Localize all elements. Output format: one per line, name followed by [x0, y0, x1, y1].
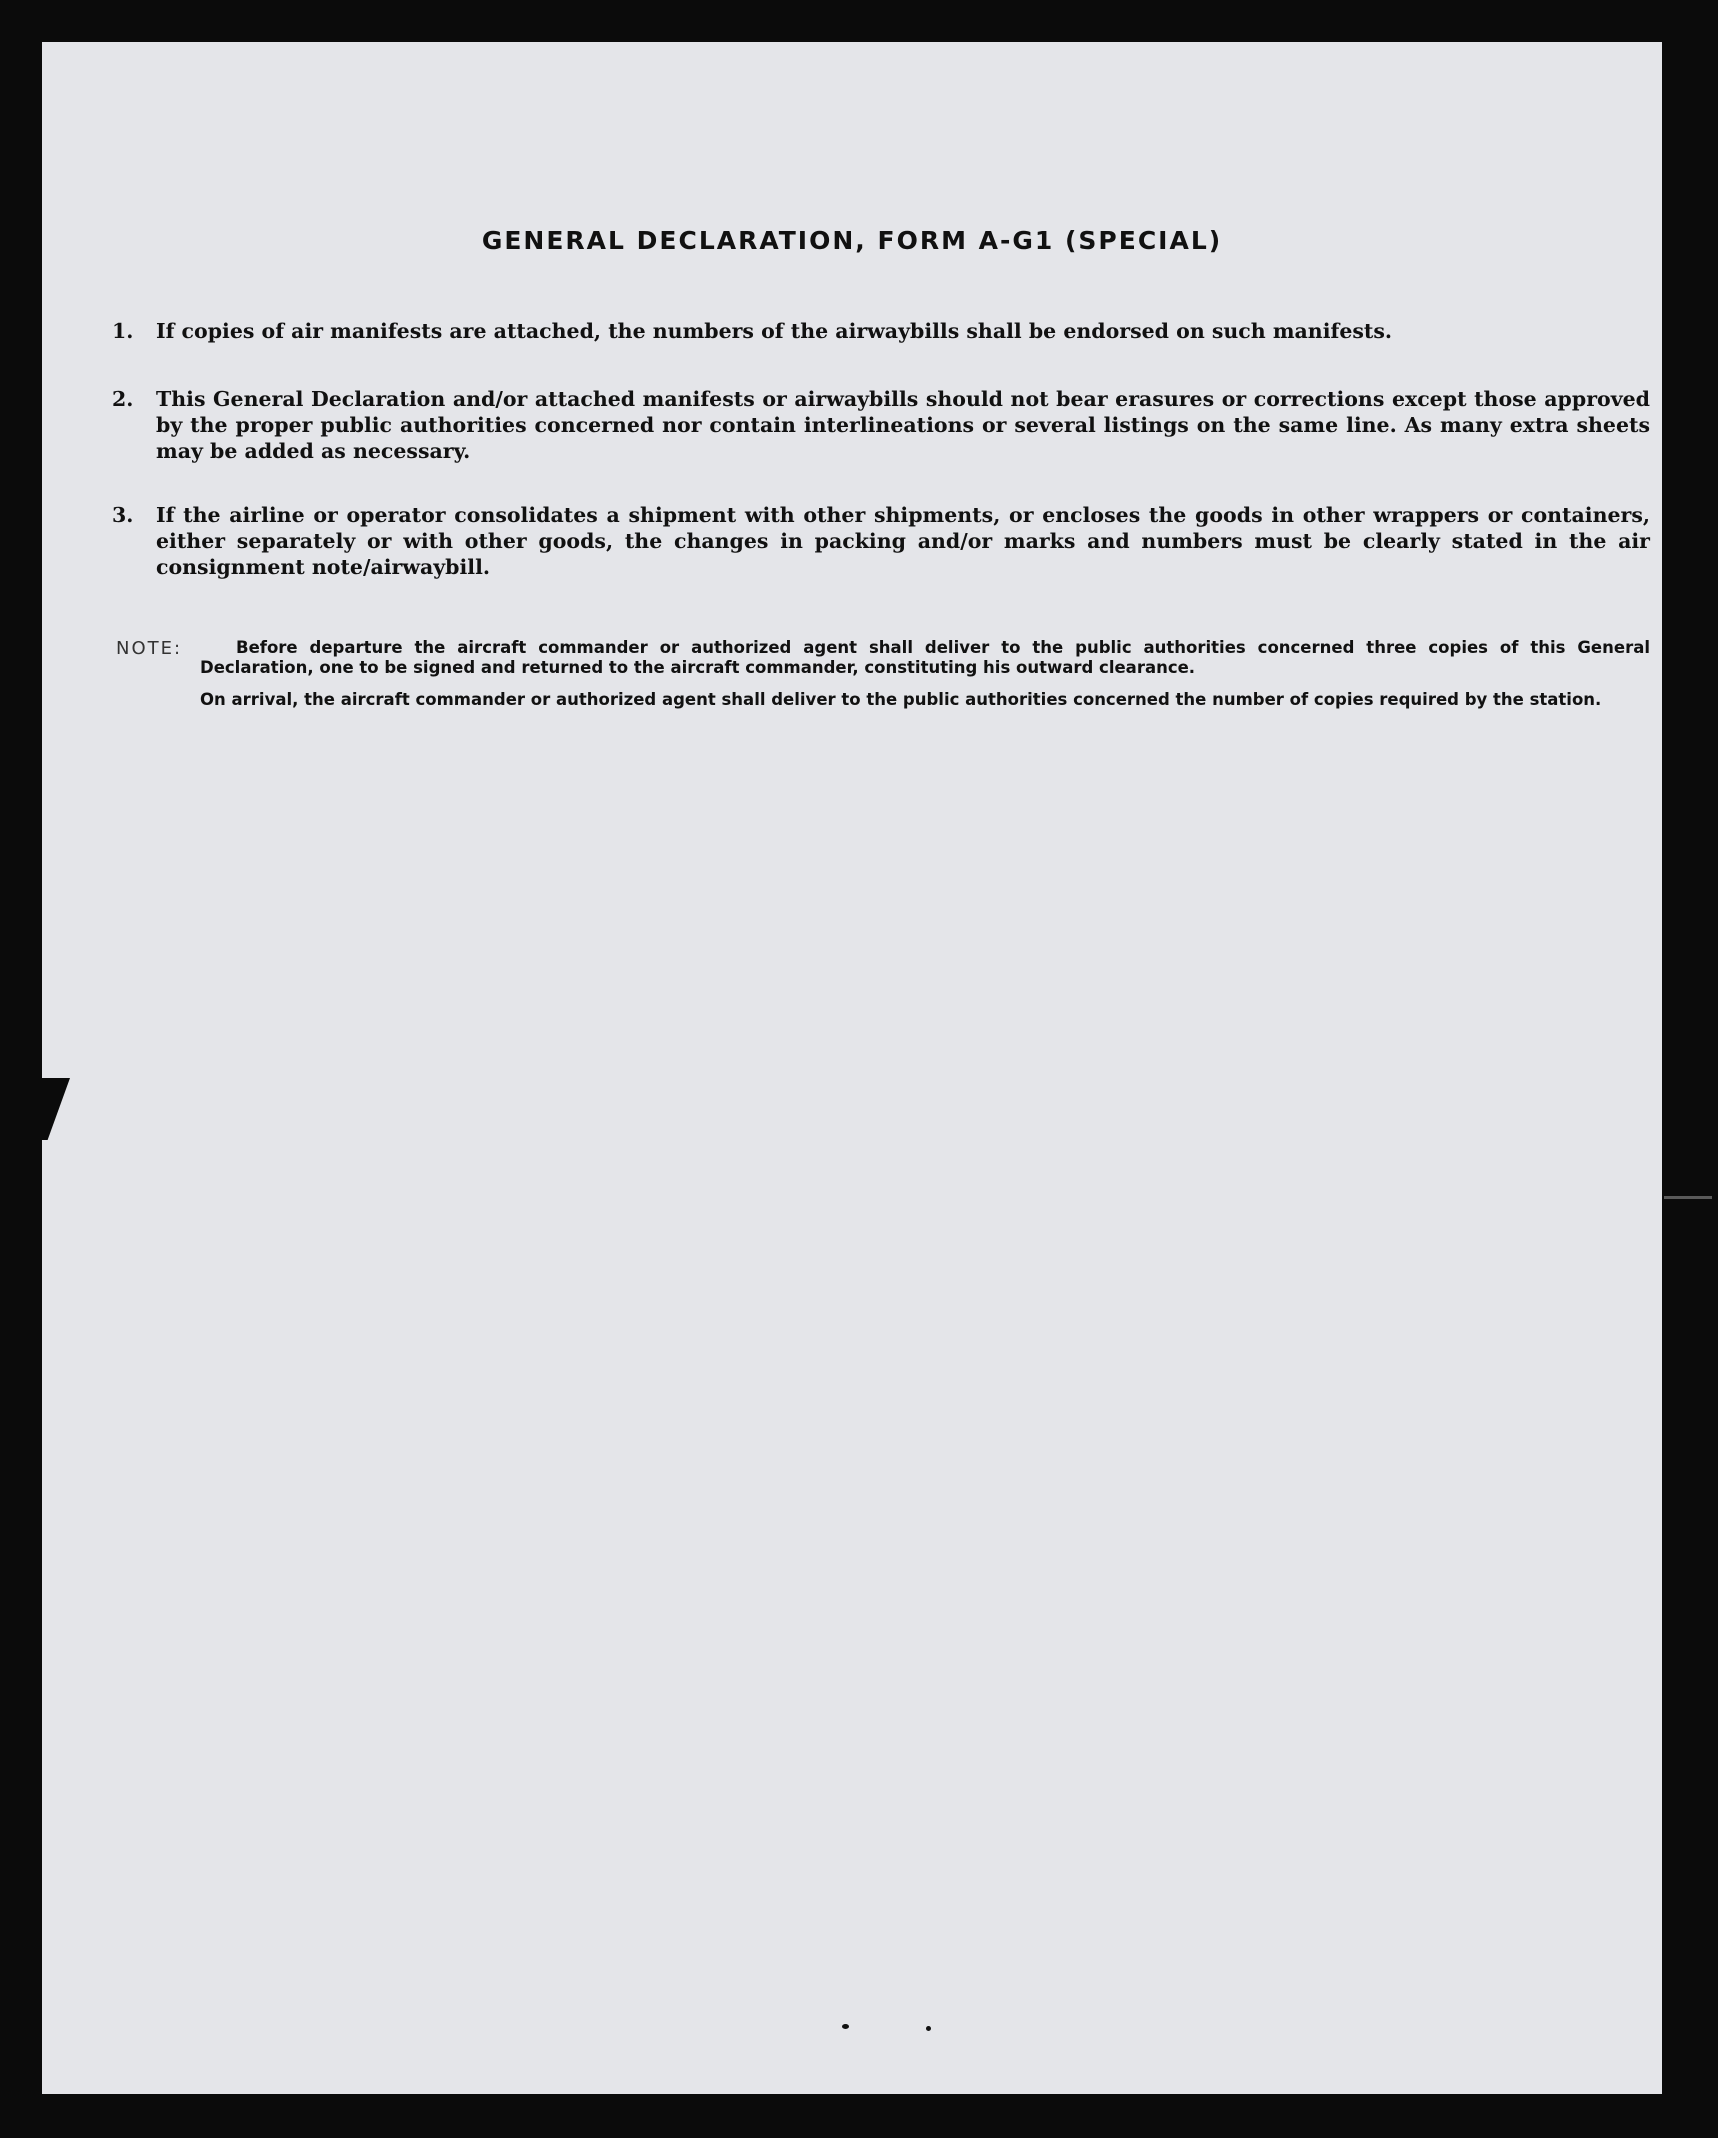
- form-title: GENERAL DECLARATION, FORM A-G1 (SPECIAL): [481, 226, 1223, 255]
- instruction-number: 2.: [112, 387, 134, 411]
- instruction-text: If copies of air manifests are attached, the numbers of the airwaybills shall be endorsed on such manifests.: [156, 319, 1393, 343]
- instruction-item-3: [112, 502, 1650, 580]
- instruction-item-1: [112, 318, 1650, 344]
- instruction-number: 1.: [112, 319, 134, 343]
- instruction-text: If the airline or operator consolidates a shipment with other shipments, or encloses the goods in other wrappers or containers, either separately or with other goods, the changes in packing and/or marks and numbers must be clearly stated in the air consignment note/airwaybill.: [156, 503, 1650, 579]
- scan-speck: [842, 2024, 849, 2029]
- instruction-number: 3.: [112, 503, 134, 527]
- note-section: [116, 638, 1650, 710]
- note-paragraph-departure: Before departure the aircraft commander or authorized agent shall deliver to the public authorities concerned three copies of this General Declaration, one to be signed and returned to the aircraft commander, constituting his outward clearance.: [200, 638, 1650, 677]
- note-label: NOTE:: [116, 638, 183, 659]
- note-paragraph-arrival: On arrival, the aircraft commander or authorized agent shall deliver to the public authorities concerned the number of copies required by the station.: [200, 690, 1602, 709]
- scan-speck: [926, 2026, 931, 2031]
- scan-edge-mark: [1664, 1196, 1712, 1199]
- document-page: [42, 42, 1662, 2094]
- instruction-text: This General Declaration and/or attached manifests or airwaybills should not bear erasures or corrections except those approved by the proper public authorities concerned nor contain interlineations or several listings on the same line. As many extra sheets may be added as necessary.: [156, 387, 1650, 463]
- instruction-item-2: [112, 386, 1650, 464]
